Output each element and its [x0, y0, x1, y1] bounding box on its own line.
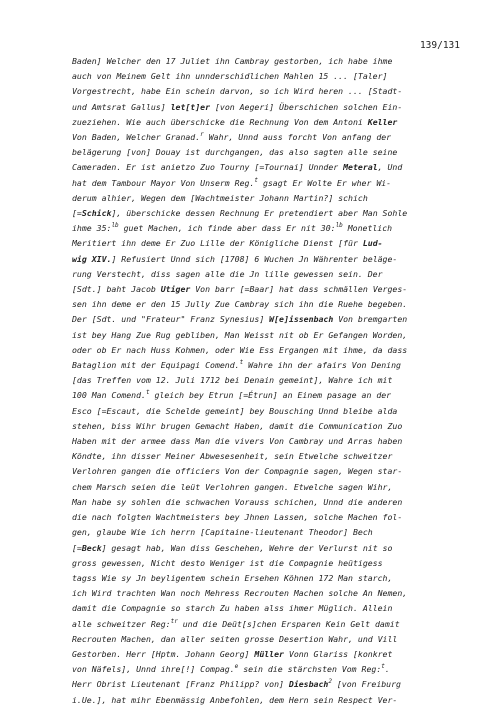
text-line [72, 571, 462, 586]
name-highlight: Utiger [160, 284, 191, 295]
name-highlight: Schick [81, 208, 112, 219]
text-segment: Herr Obrist Lieutenant [Franz Philipp? von] [72, 679, 289, 690]
text-segment: [= [72, 208, 82, 219]
text-line [72, 252, 462, 267]
text-segment: Baden] Welcher den 17 Juliet ihn Cambray gestorben, ich habe ihme [72, 56, 393, 66]
text-line [72, 617, 462, 632]
text-segment: gen, glaube Wie ich herrn [Capitaine-lieutenant Theodor] Bech [72, 527, 373, 538]
text-segment: sen ihn deme er den 15 Jully Zue Cambray sich ihn die Ruehe begeben. [72, 299, 408, 310]
text-line [72, 312, 462, 327]
text-line [72, 388, 462, 403]
text-segment: [= [72, 542, 82, 553]
text-line [72, 556, 462, 571]
text-line [72, 541, 462, 556]
text-line [72, 601, 462, 616]
text-segment: Köndte, ihn disser Meiner Abwesesenheit, sein Etwelche schweitzer [72, 451, 393, 462]
text-line [72, 434, 462, 449]
text-line [72, 100, 462, 115]
text-segment: Haben mit der armee dass Man die vivers Von Cambray und Arras haben [72, 436, 403, 447]
text-segment: Von Baden, Welcher Granad. [72, 132, 201, 143]
text-line [72, 206, 462, 221]
text-segment: ] gesagt hab, Wan diss Geschehen, Wehre der Verlurst nit so [101, 542, 393, 553]
text-line [72, 328, 462, 343]
superscript: e [234, 663, 239, 671]
text-line [72, 662, 462, 677]
text-segment: Vorgestrecht, habe Ein schein darvon, so ich Wird heren ... [Stadt- [72, 86, 403, 97]
text-line [72, 297, 462, 312]
superscript: r [200, 131, 204, 139]
text-line [72, 419, 462, 434]
text-line [72, 69, 462, 84]
text-segment: tagss Wie sy Jn beyligentem schein Ersehen Köhnen 172 Man starch, [72, 572, 393, 583]
text-segment: rung Verstecht, diss sagen alle die Jn lille gewessen sein. Der [72, 268, 383, 279]
text-segment: i.Ue.], hat mihr Ebenmässig Anbefohlen, dem Hern sein Respect Ver- [72, 694, 398, 705]
name-highlight: wig XIV. [72, 253, 112, 264]
text-segment: Bataglion mit der Equipagi Comend. [72, 360, 240, 371]
text-segment: Von barr [=Baar] hat dass schmällen Verges- [190, 284, 408, 295]
text-line [72, 54, 462, 69]
text-segment: sein die stärchsten Vom Reg: [238, 664, 382, 675]
name-highlight: Diesbach [288, 679, 329, 690]
text-line [72, 267, 462, 282]
text-line [72, 84, 462, 99]
text-line [72, 449, 462, 464]
text-segment: [von Aegeri] Überschichen solchen Ein- [210, 101, 403, 112]
text-segment: Gestorben. Herr [Hptm. Johann Georg] [72, 648, 255, 659]
name-highlight: Keller [367, 116, 398, 127]
text-line [72, 464, 462, 479]
name-highlight: Lud- [362, 238, 383, 249]
text-segment: auch von Meinem Gelt ihn unnderschidlichen Mahlen 15 ... [Taler] [72, 71, 388, 82]
superscript: t [254, 176, 259, 184]
text-segment: chem Marsch seien die leüt Verlohren gangen. Etwelche sagen Wihr, [72, 481, 393, 492]
text-segment: Wahre ihn der afairs Von Dening [243, 360, 401, 371]
text-line [72, 343, 462, 358]
text-segment: ] Refusiert Unnd sich [1708] 6 Wuchen Jn Währenter beläge- [111, 253, 398, 264]
text-segment: Verlohren gangen die officiers Von der Compagnie sagen, Wegen star- [72, 466, 403, 477]
text-segment: oder ob Er nach Huss Kohmen, oder Wie Ess Ergangen mit ihme, da dass [72, 344, 408, 355]
text-segment: Monetlich [342, 223, 393, 234]
text-line [72, 236, 462, 251]
text-line [72, 677, 462, 692]
text-segment: ist bey Hang Zue Rug gebliben, Man Weisst nit ob Er Gefangen Worden, [72, 329, 408, 340]
text-segment: Der [Sdt. und "Frateur" Franz Synesius] [72, 314, 270, 325]
name-highlight: Müller [254, 648, 284, 659]
text-line [72, 693, 462, 708]
text-line [72, 176, 462, 191]
text-segment: Wahr, Unnd auss forcht Von anfang der [203, 132, 392, 143]
page-number: 139/131 [419, 40, 460, 51]
text-segment: [Sdt.] baht Jacob [72, 284, 161, 295]
text-segment: Von bremgarten [333, 314, 408, 325]
text-segment: zueziehen. Wie auch überschicke die Rechnung Von dem Antoni [72, 116, 368, 127]
text-segment: Esco [=Escaut, die Schelde gemeint] bey Bousching Unnd bleibe alda [72, 405, 398, 416]
text-segment: ihme 35: [72, 223, 112, 234]
name-highlight: let[t]er [170, 101, 211, 112]
text-segment: damit die Compagnie so starch Zu haben alss ihmer Müglich. Allein [72, 603, 393, 614]
text-segment: gross gewessen, Nicht desto Weniger ist die Compagnie heütigess [72, 557, 383, 568]
text-segment: stehen, biss Wihr brugen Gemacht Haben, damit die Communication Zuo [72, 420, 403, 431]
text-line [72, 221, 462, 236]
text-segment: gsagt Er Wolte Er wher Wi- [258, 177, 392, 188]
text-line [72, 358, 462, 373]
name-highlight: Meteral [343, 162, 378, 173]
text-segment: [das Treffen vom 12. Juli 1712 bei Denain gemeint], Wahre ich mit [72, 375, 393, 386]
text-line [72, 115, 462, 130]
text-segment: Vonn Glariss [konkret [283, 648, 393, 659]
text-segment: belägerung [von] Douay ist durchgangen, das also sagten alle seine [72, 147, 398, 158]
superscript: tr [170, 617, 178, 625]
text-line [72, 130, 462, 145]
text-segment: Cameraden. Er ist anietzo Zuo Tourny [=Tournai] Unnder [72, 162, 344, 173]
name-highlight: Beck [81, 542, 102, 553]
text-segment: Man habe sy sohlen die schwachen Vorauss schichen, Unnd die anderen [72, 496, 403, 507]
superscript: t [381, 663, 385, 671]
text-line [72, 525, 462, 540]
text-segment: alle schweitzer Reg: [72, 618, 171, 629]
superscript: 2 [328, 678, 332, 686]
text-line [72, 282, 462, 297]
text-line [72, 510, 462, 525]
text-segment: und die Deüt[s]chen Ersparen Kein Gelt damit [177, 618, 400, 629]
text-segment: derum alhier, Wegen dem [Wachtmeister Johann Martin?] schich [72, 192, 368, 203]
text-line [72, 145, 462, 160]
superscript: t [239, 359, 244, 367]
text-segment: Meritiert ihn deme Er Zuo Lille der Königliche Dienst [für [72, 238, 363, 249]
text-segment: hat dem Tambour Mayor Von Unserm Reg. [72, 177, 255, 188]
text-segment: . [384, 664, 390, 675]
text-line [72, 647, 462, 662]
text-segment: guet Machen, ich finde aber dass Er nit 30: [118, 223, 336, 234]
text-segment: 100 Man Comend. [72, 390, 146, 401]
text-line [72, 632, 462, 647]
text-segment: die nach folgten Wachtmeisters bey Jhnen Lassen, solche Machen fol- [72, 512, 403, 523]
superscript: lb [335, 222, 343, 230]
text-segment: von Näfels], Unnd ihre[!] Compag. [72, 664, 235, 675]
text-segment: , Und [377, 162, 403, 173]
text-segment: ich Wird trachten Wan noch Mehress Recrouten Machen solche An Nemen, [72, 588, 408, 599]
text-line [72, 495, 462, 510]
text-line [72, 480, 462, 495]
text-line [72, 191, 462, 206]
text-segment: ], überschicke dessen Rechnung Er pretendiert aber Man Sohle [111, 208, 408, 219]
superscript: lb [111, 222, 119, 230]
text-segment: gleich bey Etrun [=Étrun] an Einem pasage an der [149, 390, 392, 401]
text-segment: Recrouten Machen, dan aller seiten grosse Desertion Wahr, und Vill [72, 633, 398, 644]
text-line [72, 586, 462, 601]
text-segment: [von Freiburg [331, 679, 401, 690]
text-line [72, 404, 462, 419]
letter-text [72, 54, 462, 708]
name-highlight: W[e]issenbach [269, 314, 334, 325]
text-segment: und Amtsrat Gallus] [72, 101, 171, 112]
superscript: t [145, 389, 150, 397]
text-line [72, 160, 462, 175]
text-line [72, 373, 462, 388]
